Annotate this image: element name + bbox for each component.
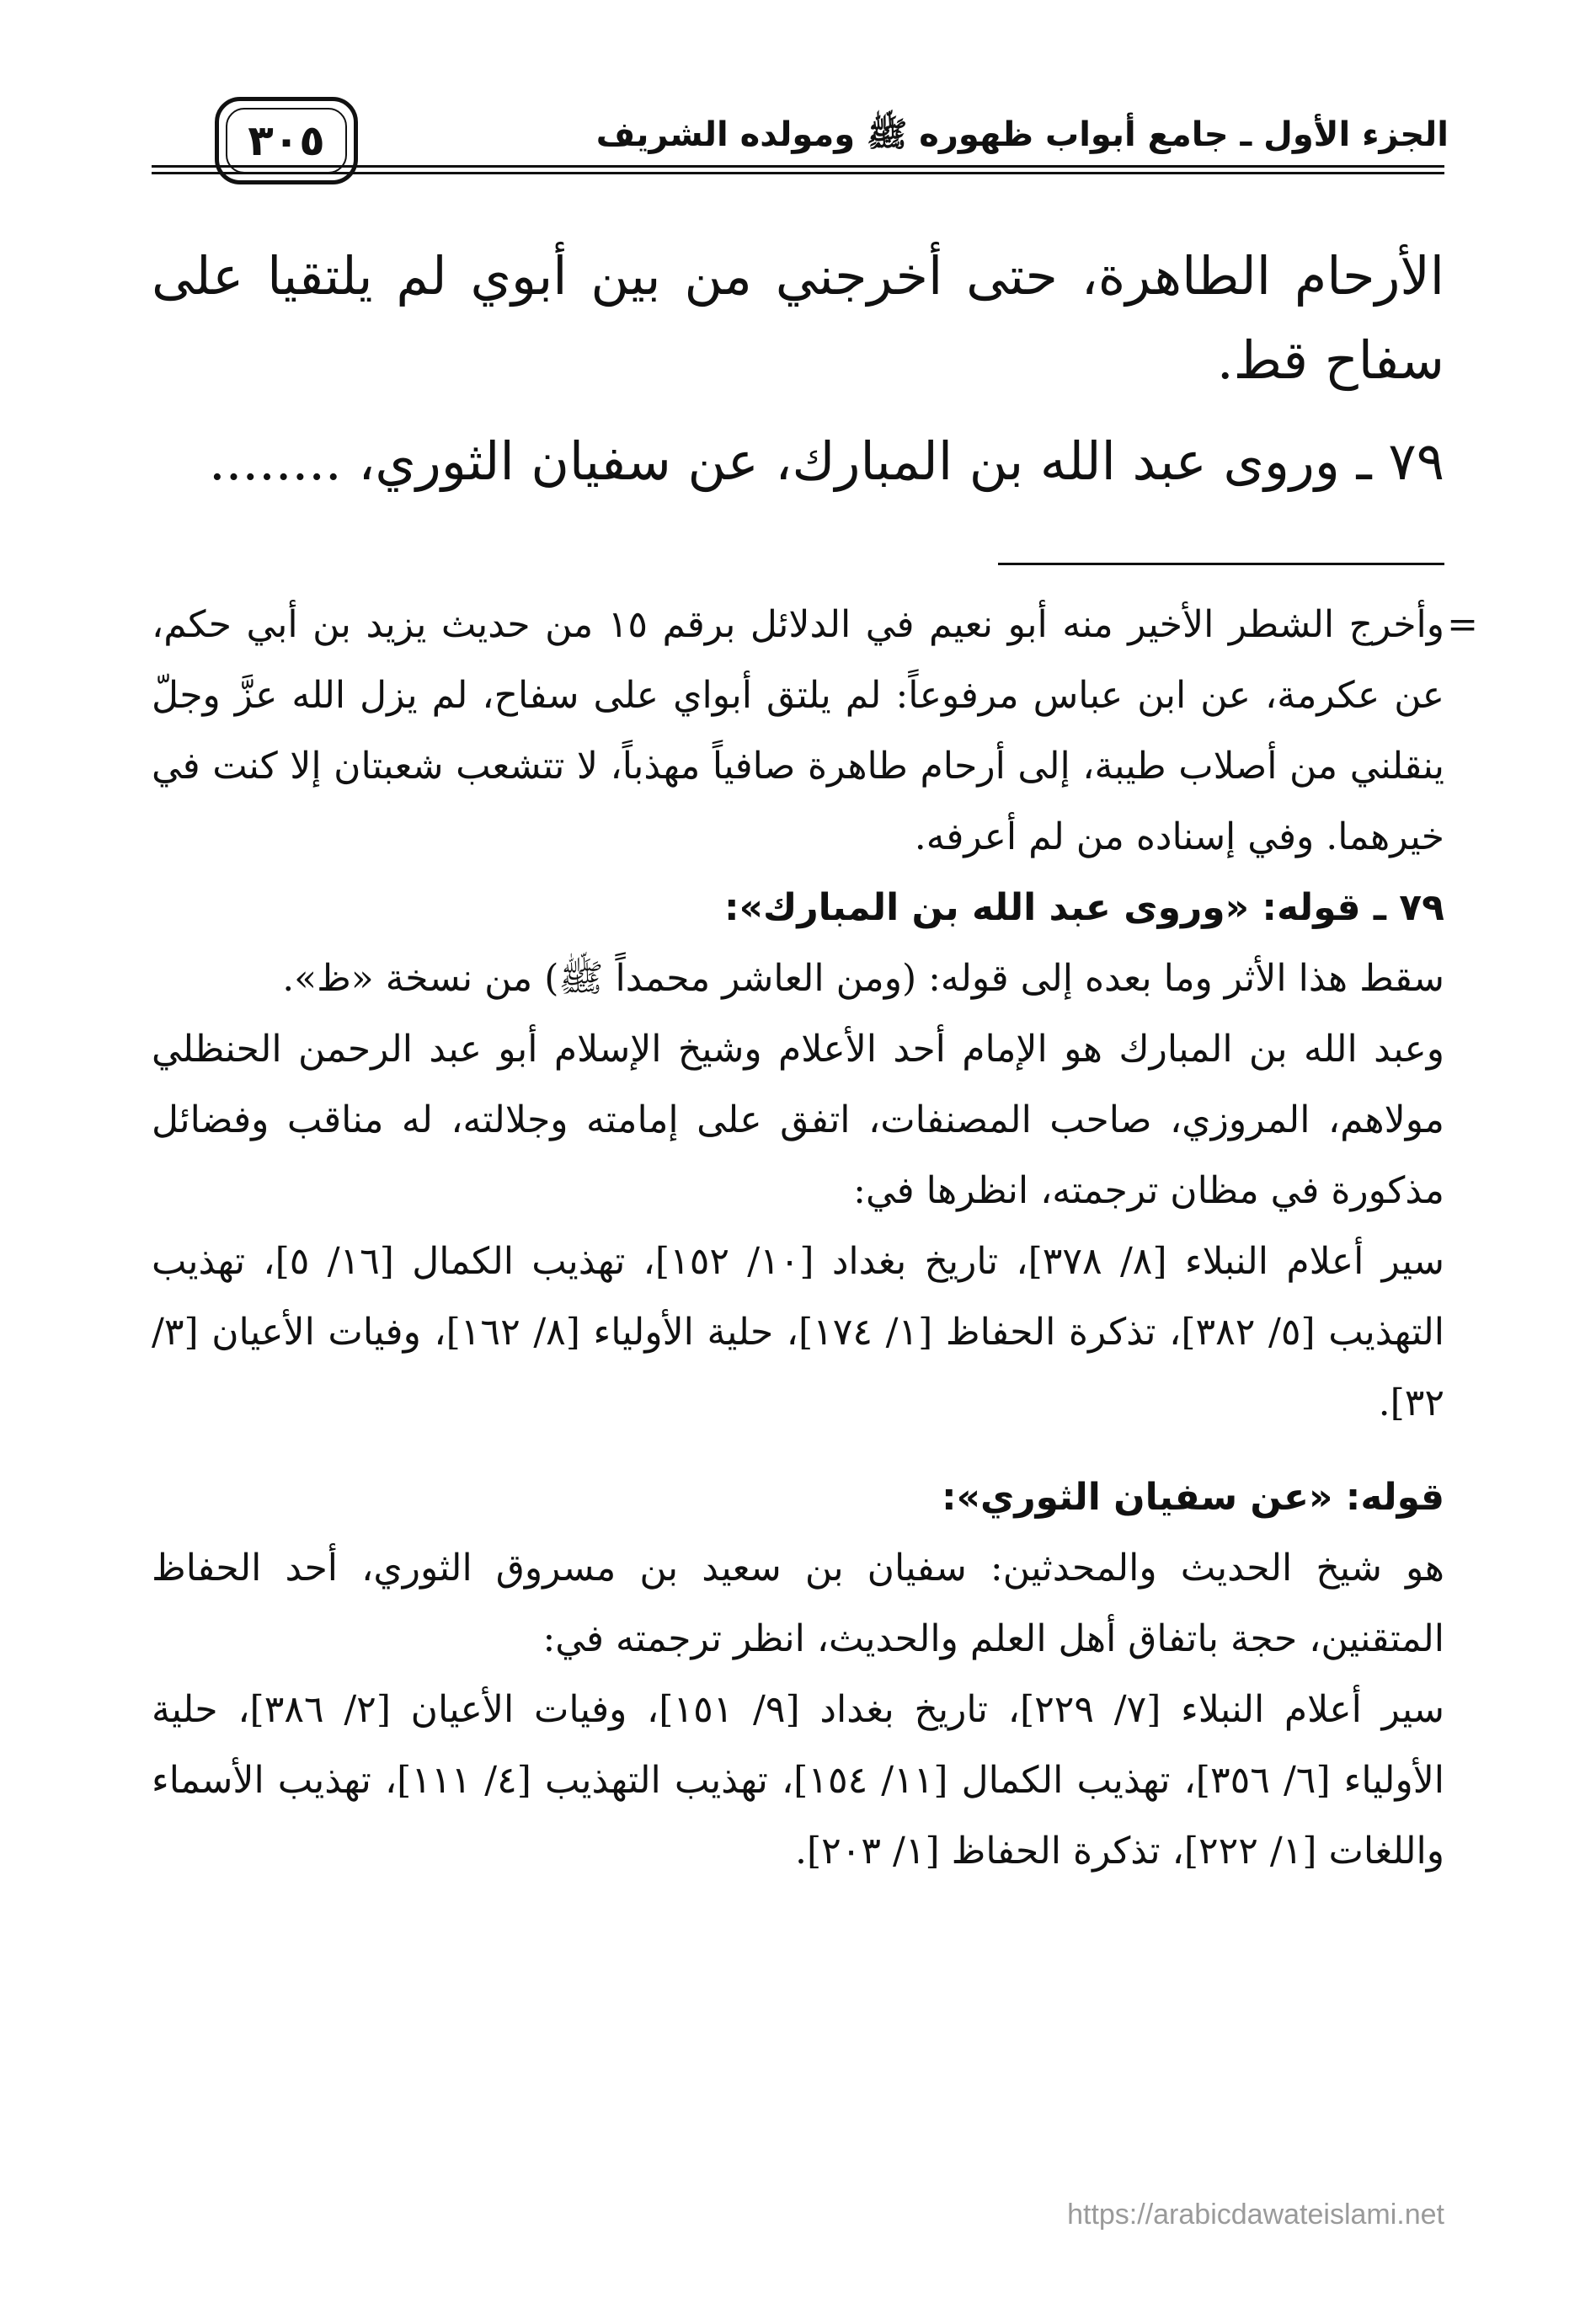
watermark-url: https://arabicdawateislami.net (1067, 2199, 1444, 2231)
footnote-continued (152, 590, 1478, 873)
footnote-continued-text: وأخرج الشطر الأخير منه أبو نعيم في الدلائل برقم ١٥ من حديث يزيد بن أبي حكم، عن عكرمة، عن ابن عباس مرفوعاً: لم يلتق أبواي على سفاح، لم يزل الله عزَّ وجلّ ينقلني من أصلاب طيبة، إلى أرحام طاهرة صافياً مهذباً، لا تتشعب شعبتان إلا كنت في خيرهما. وفي إسناده من لم أعرفه. (152, 603, 1444, 858)
footnote-79-references: سير أعلام النبلاء [٨/ ٣٧٨]، تاريخ بغداد [١٠/ ١٥٢]، تهذيب الكمال [١٦/ ٥]، تهذيب التهذيب [٥/ ٣٨٢]، تذكرة الحفاظ [١/ ١٧٤]، حلية الأولياء [٨/ ١٦٢]، وفيات الأعيان [٣/ ٣٢]. (152, 1240, 1445, 1424)
page-header (152, 97, 1449, 190)
main-item-79 (152, 419, 1444, 504)
footnote-thawri-heading: قوله: «عن سفيان الثوري»: (941, 1476, 1444, 1519)
footnote-gap (152, 1439, 1444, 1462)
running-title: الجزء الأول ـ جامع أبواب ظهوره ﷺ ومولده الشريف (595, 115, 1449, 154)
header-rule-bottom (152, 172, 1444, 174)
footnote-thawri-para-1: هو شيخ الحديث والمحدثين: سفيان بن سعيد بن مسروق الثوري، أحد الحفاظ المتقنين، حجة باتفاق أهل العلم والحديث، انظر ترجمته في: (152, 1547, 1444, 1660)
footnote-separator (998, 563, 1444, 565)
footnote-thawri-references: سير أعلام النبلاء [٧/ ٢٢٩]، تاريخ بغداد [٩/ ١٥١]، وفيات الأعيان [٢/ ٣٨٦]، حلية الأولياء [٦/ ٣٥٦]، تهذيب الكمال [١١/ ١٥٤]، تهذيب التهذيب [٤/ ١١١]، تهذيب الأسماء واللغات [١/ ٢٢٢]، تذكرة الحفاظ [١/ ٢٠٣]. (152, 1688, 1445, 1873)
footnote-79-para-2: وعبد الله بن المبارك هو الإمام أحد الأعلام وشيخ الإسلام أبو عبد الرحمن الحنظلي مولاهم، المروزي، صاحب المصنفات، اتفق على إمامته وجلالته، له مناقب وفضائل مذكورة في مظان ترجمته، انظرها في: (152, 1028, 1444, 1212)
continuation-mark: = (1447, 603, 1478, 646)
main-item-79-text: ٧٩ ـ وروى عبد الله بن المبارك، عن سفيان الثوري، ........ (208, 430, 1444, 492)
footnotes (152, 590, 1478, 1887)
main-paragraph-text: الأرحام الطاهرة، حتى أخرجني من بين أبوي لم يلتقيا على سفاح قط. (152, 245, 1444, 391)
page-number: ٣٠٥ (248, 116, 325, 165)
header-rule-top (152, 165, 1444, 168)
main-paragraph (152, 234, 1444, 403)
footnote-79-heading: ٧٩ ـ قوله: «وروى عبد الله بن المبارك»: (723, 886, 1444, 929)
footnote-79-para-1: سقط هذا الأثر وما بعده إلى قوله: (ومن العاشر محمداً ﷺ) من نسخة «ظ». (282, 957, 1444, 1000)
